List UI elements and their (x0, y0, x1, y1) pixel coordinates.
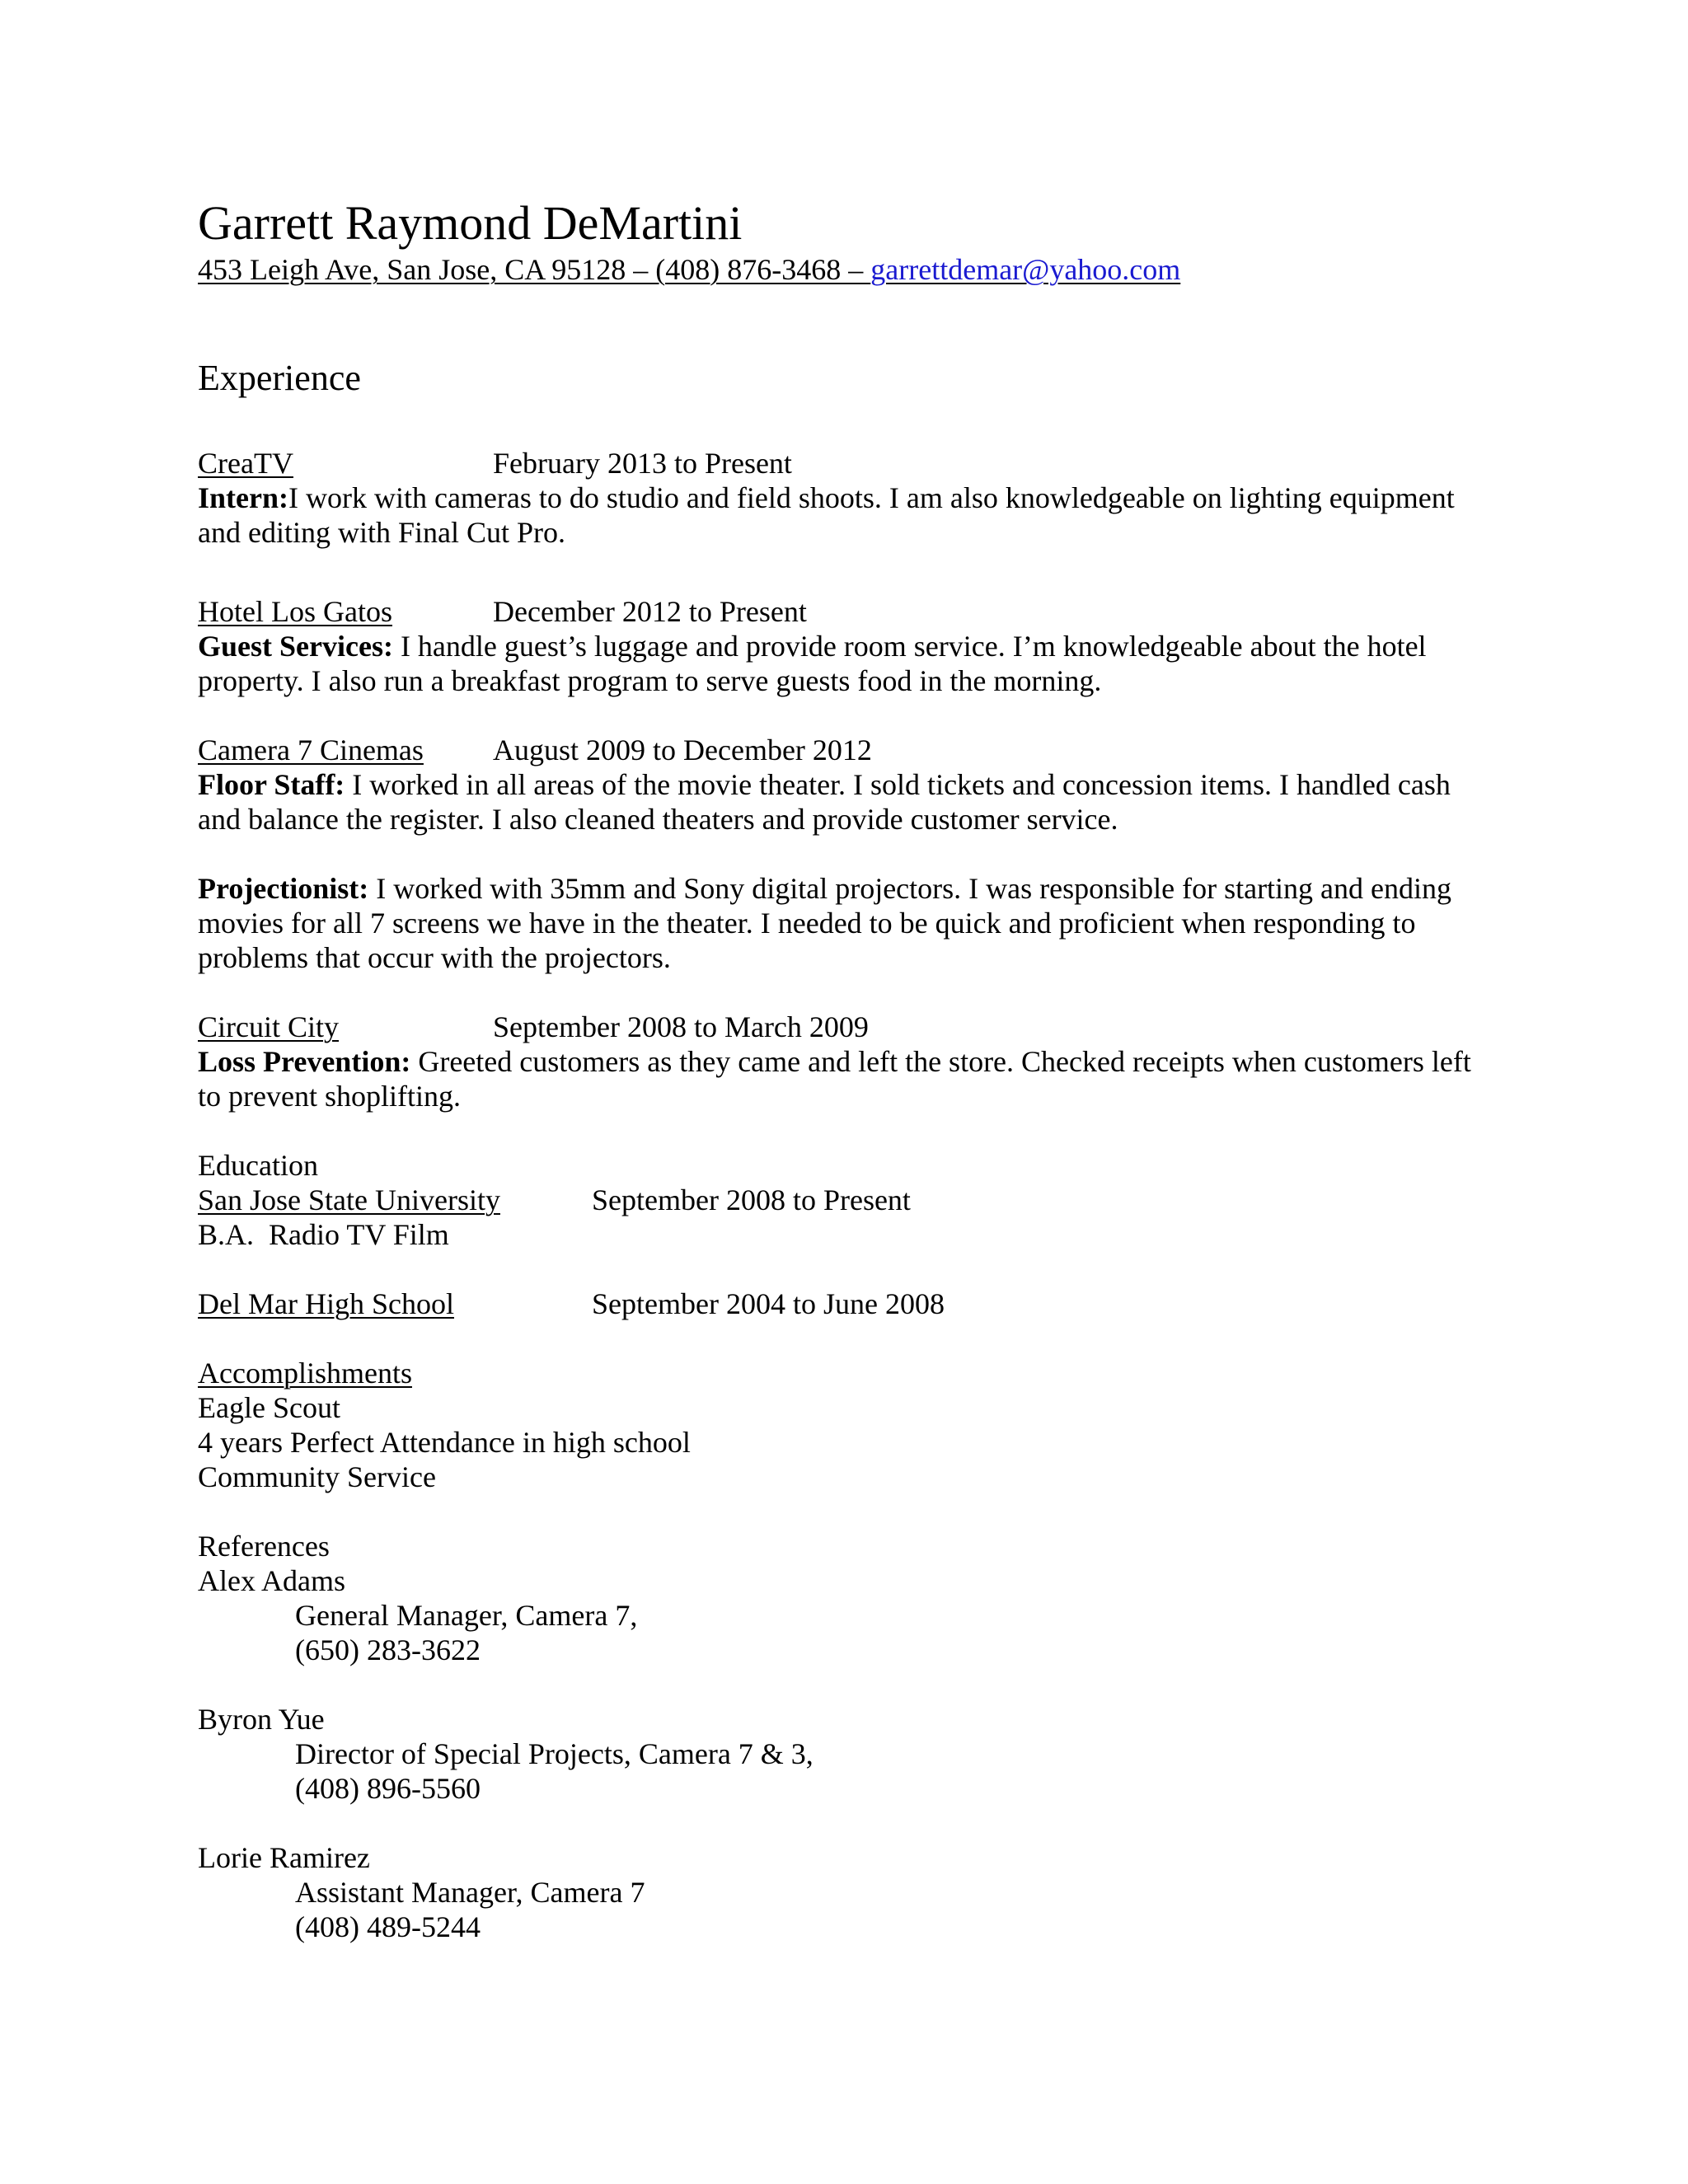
reference-phone: (650) 283-3622 (295, 1633, 481, 1666)
contact-line (198, 252, 1180, 287)
job-description-text: I work with cameras to do studio and field shoots. I am also knowledgeable on lighting equipment and editing with Final Cut Pro. (198, 481, 1455, 549)
reference-name: Lorie Ramirez (198, 1841, 370, 1874)
job-description-circuitcity (198, 1044, 1484, 1113)
experience-heading: Experience (198, 358, 361, 398)
accomplishment-item: 4 years Perfect Attendance in high school (198, 1426, 691, 1459)
job-description-hotel (198, 629, 1484, 698)
reference-position: Director of Special Projects, Camera 7 & 3, (295, 1737, 814, 1770)
accomplishment-item: Community Service (198, 1460, 436, 1493)
accomplishment-item: Eagle Scout (198, 1391, 340, 1424)
job-company-hotel: Hotel Los Gatos (198, 595, 392, 628)
job-role: Loss Prevention: (198, 1045, 411, 1078)
resume-name: Garrett Raymond DeMartini (198, 196, 743, 250)
accomplishments-heading: Accomplishments (198, 1357, 412, 1390)
email-link[interactable]: garrettdemar@yahoo.com (870, 253, 1181, 286)
education-heading: Education (198, 1149, 318, 1182)
job-company-creatv: CreaTV (198, 447, 293, 480)
job-description-creatv (198, 480, 1484, 550)
job-dates-circuitcity: September 2008 to March 2009 (493, 1010, 869, 1043)
job-role: Floor Staff: (198, 768, 345, 801)
job-company-circuitcity: Circuit City (198, 1010, 339, 1043)
reference-position: Assistant Manager, Camera 7 (295, 1876, 645, 1909)
job-description-text: Greeted customers as they came and left the store. Checked receipts when customers left to prevent shoplifting. (198, 1045, 1471, 1113)
job-description-text: I worked with 35mm and Sony digital projectors. I was responsible for starting and ending movies for all 7 screens we have in the theater. I needed to be quick and proficient when responding to problems that occur with the projectors. (198, 872, 1452, 974)
reference-phone: (408) 489-5244 (295, 1910, 481, 1943)
job-description-projectionist (198, 871, 1484, 975)
reference-name: Alex Adams (198, 1564, 345, 1597)
school-name-sjsu: San Jose State University (198, 1183, 500, 1216)
job-description-camera7 (198, 767, 1484, 837)
job-role: Guest Services: (198, 630, 393, 663)
reference-name: Byron Yue (198, 1703, 325, 1736)
job-dates-hotel: December 2012 to Present (493, 595, 807, 628)
reference-position: General Manager, Camera 7, (295, 1599, 638, 1632)
job-description-text: I handle guest’s luggage and provide room service. I’m knowledgeable about the hotel property. I also run a breakfast program to serve guests food in the morning. (198, 630, 1427, 697)
job-dates-camera7: August 2009 to December 2012 (493, 733, 872, 766)
references-heading: References (198, 1530, 330, 1563)
job-company-camera7: Camera 7 Cinemas (198, 733, 424, 766)
job-role: Projectionist: (198, 872, 369, 905)
reference-phone: (408) 896-5560 (295, 1772, 481, 1805)
job-role: Intern: (198, 481, 288, 514)
school-degree-sjsu: B.A. Radio TV Film (198, 1218, 449, 1251)
school-dates-sjsu: September 2008 to Present (592, 1183, 911, 1216)
school-name-delmar: Del Mar High School (198, 1287, 454, 1320)
job-description-text: I worked in all areas of the movie theater. I sold tickets and concession items. I handled cash and balance the register. I also cleaned theaters and provide customer service. (198, 768, 1451, 836)
job-dates-creatv: February 2013 to Present (493, 447, 792, 480)
school-dates-delmar: September 2004 to June 2008 (592, 1287, 945, 1320)
address-phone: 453 Leigh Ave, San Jose, CA 95128 – (408) 876-3468 – (198, 253, 871, 286)
